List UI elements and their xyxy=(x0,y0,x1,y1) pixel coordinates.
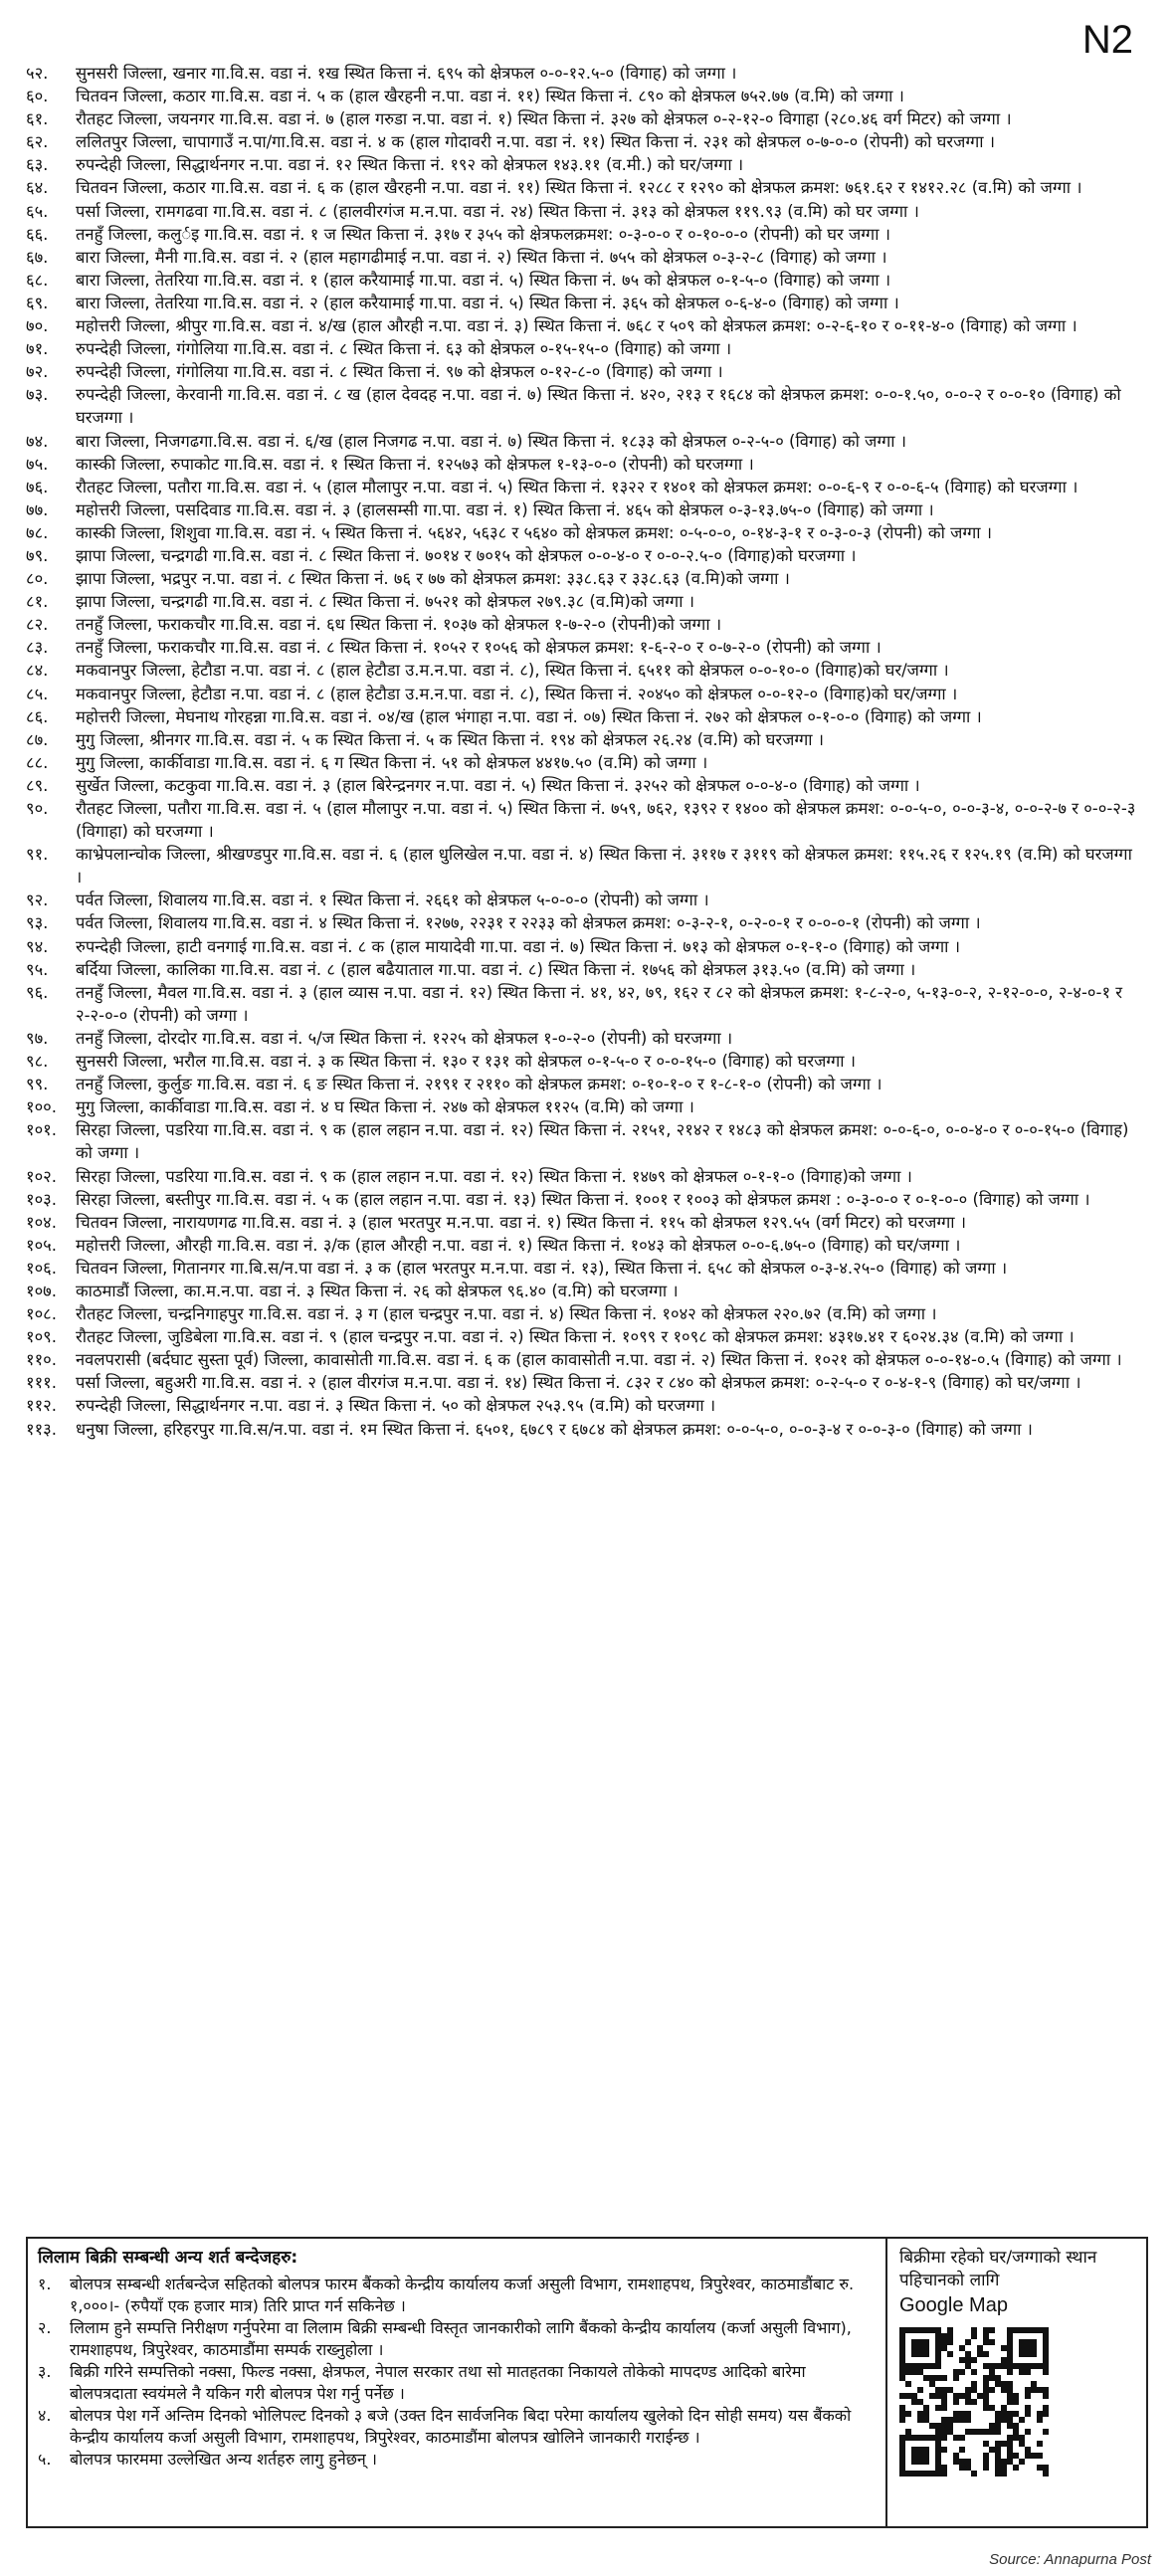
property-number: ६२. xyxy=(26,132,49,152)
property-text: बारा जिल्ला, तेतरिया गा.वि.स. वडा नं. १ (हाल करैयामाई गा.पा. वडा नं. ५) स्थित कित्ता नं. ७५ को क्षेत्रफल ०-१-५-० (विगाह) को जग्गा । xyxy=(76,270,891,290)
property-number: १०४. xyxy=(26,1212,57,1232)
property-text: सुनसरी जिल्ला, खनार गा.वि.स. वडा नं. १ख स्थित कित्ता नं. ६९५ को क्षेत्रफल ०-०-१२.५-० (विगाह) को जग्गा । xyxy=(76,64,737,83)
property-number: ७०. xyxy=(26,316,49,336)
property-number: ९०. xyxy=(26,799,49,818)
property-number: १०८. xyxy=(26,1304,57,1324)
property-item xyxy=(26,383,1140,429)
qr-code-icon[interactable] xyxy=(899,2327,1049,2477)
property-number: ११०. xyxy=(26,1350,57,1370)
property-text: सुर्खेत जिल्ला, कटकुवा गा.वि.स. वडा नं. ३ (हाल बिरेन्द्रनगर न.पा. वडा नं. ५) स्थित कित्ता नं. ३२५२ को क्षेत्रफल ०-०-४-० (विगाह) को जग्गा । xyxy=(76,775,920,795)
condition-number: ३. xyxy=(38,2362,52,2381)
property-text: बारा जिल्ला, तेतरिया गा.वि.स. वडा नं. २ (हाल करैयामाई गा.पा. वडा नं. ५) स्थित कित्ता नं. ३६५ को क्षेत्रफल ०-६-४-० (विगाह) को जग्गा । xyxy=(76,293,899,312)
property-number: ७५. xyxy=(26,454,49,474)
property-item xyxy=(26,843,1140,889)
property-item xyxy=(26,889,1140,911)
property-text: महोत्तरी जिल्ला, औरही गा.वि.स. वडा नं. ३/क (हाल औरही न.पा. वडा नं. १) स्थित कित्ता नं. १०४३ को क्षेत्रफल ०-०-६.७५-० (विगाह) को घर/जग्गा । xyxy=(76,1235,961,1255)
property-item xyxy=(26,636,1140,659)
property-item xyxy=(26,1165,1140,1188)
property-number: ८८. xyxy=(26,752,49,772)
property-text: बारा जिल्ला, निजगढगा.वि.स. वडा नं. ६/ख (हाल निजगढ न.पा. वडा नं. ७) स्थित कित्ता नं. १८३३ को क्षेत्रफल ०-२-५-० (विगाह) को जग्गा । xyxy=(76,431,907,451)
property-item xyxy=(26,659,1140,682)
property-item xyxy=(26,200,1140,223)
property-number: ९९. xyxy=(26,1075,49,1094)
property-number: १०५. xyxy=(26,1235,57,1255)
condition-number: ५. xyxy=(38,2450,52,2469)
property-text: मुगु जिल्ला, कार्कीवाडा गा.वि.स. वडा नं. ६ ग स्थित कित्ता नं. ५१ को क्षेत्रफल ४४१७.५० (व.मि) को जग्गा । xyxy=(76,752,708,772)
property-number: ६०. xyxy=(26,87,49,106)
condition-text: बोलपत्र फारममा उल्लेखित अन्य शर्तहरु लागु हुनेछन् । xyxy=(70,2450,377,2469)
property-text: रौतहट जिल्ला, जयनगर गा.वि.स. वडा नं. ७ (हाल गरुडा न.पा. वडा नं. १) स्थित कित्ता नं. ३२७ को क्षेत्रफल ०-२-१२-० विगाहा (२८०.४६ वर्ग मिटर) को जग्गा । xyxy=(76,109,1012,129)
property-text: सिरहा जिल्ला, पडरिया गा.वि.स. वडा नं. ९ क (हाल लहान न.पा. वडा नं. १२) स्थित कित्ता नं. २१५१, २१४२ र १४८३ को क्षेत्रफल क्रमश: ०-०-६-०, ०-०-४-० र ०-०-१५-० (विगाह) को जग्गा । xyxy=(76,1120,1129,1163)
property-text: महोत्तरी जिल्ला, मेघनाथ गोरहन्ना गा.वि.स. वडा नं. ०४/ख (हाल भंगाहा न.पा. वडा नं. ०७) स्थित कित्ता नं. २७२ को क्षेत्रफल ०-१-०-० (विगाह) को जग्गा । xyxy=(76,706,982,726)
conditions-box xyxy=(26,2237,1148,2528)
condition-number: २. xyxy=(38,2318,52,2337)
property-item xyxy=(26,223,1140,246)
property-text: कास्की जिल्ला, रुपाकोट गा.वि.स. वडा नं. १ स्थित कित्ता नं. १२५७३ को क्षेत्रफल १-१३-०-० (रोपनी) को घरजग्गा । xyxy=(76,454,754,474)
property-text: मकवानपुर जिल्ला, हेटौडा न.पा. वडा नं. ८ (हाल हेटौडा उ.म.न.पा. वडा नं. ८), स्थित कित्ता नं. २०४५० को क्षेत्रफल ०-०-१२-० (विगाह)को घर/जग्गा । xyxy=(76,684,958,703)
property-text: बर्दिया जिल्ला, कालिका गा.वि.स. वडा नं. ८ (हाल बढैयाताल गा.पा. वडा नं. ८) स्थित कित्ता नं. १७५६ को क्षेत्रफल ३१३.५० (व.मि) को जग्गा । xyxy=(76,959,916,979)
property-item xyxy=(26,544,1140,567)
property-text: पर्वत जिल्ला, शिवालय गा.वि.स. वडा नं. ४ स्थित कित्ता नं. १२७७, २२३१ र २२३३ को क्षेत्रफल क्रमश: ०-३-२-१, ०-२-०-१ र ०-०-०-१ (रोपनी) को जग्गा । xyxy=(76,913,981,933)
property-text: रौतहट जिल्ला, पतौरा गा.वि.स. वडा नं. ५ (हाल मौलापुर न.पा. वडा नं. ५) स्थित कित्ता नं. ७५९, ७६२, १३९२ र १४०० को क्षेत्रफल क्रमश: ०-०-५-०, ०-०-३-४, ०-०-२-७ र ०-०-२-३ (विगाहा) को घरजग्गा । xyxy=(76,799,1136,842)
property-number: ७८. xyxy=(26,522,49,542)
property-text: चितवन जिल्ला, कठार गा.वि.स. वडा नं. ५ क (हाल खैरहनी न.पा. वडा नं. ११) स्थित कित्ता नं. ८९० को क्षेत्रफल ७५२.७७ (व.मि) को जग्गा । xyxy=(76,87,904,106)
property-text: सिरहा जिल्ला, पडरिया गा.वि.स. वडा नं. ९ क (हाल लहान न.पा. वडा नं. १२) स्थित कित्ता नं. १४७९ को क्षेत्रफल ०-१-१-० (विगाह)को जग्गा । xyxy=(76,1166,912,1186)
property-text: तनहुँ जिल्ला, कलुर्इ गा.वि.स. वडा नं. १ ज स्थित कित्ता नं. ३१७ र ३५५ को क्षेत्रफलक्रमश: ०-३-०-० र ०-१०-०-० (रोपनी) को घर जग्गा । xyxy=(76,224,890,244)
property-number: ७९. xyxy=(26,545,49,565)
condition-number: १. xyxy=(38,2275,52,2293)
property-text: महोत्तरी जिल्ला, पसदिवाड गा.वि.स. वडा नं. ३ (हालसम्सी गा.पा. वडा नं. १) स्थित कित्ता नं. ४६५ को क्षेत्रफल ०-३-१३.७५-० (विगाह) को जग्गा । xyxy=(76,499,934,519)
property-text: सिरहा जिल्ला, बस्तीपुर गा.वि.स. वडा नं. ५ क (हाल लहान न.पा. वडा नं. १३) स्थित कित्ता नं. १००१ र १००३ को क्षेत्रफल क्रमश : ०-३-०-० र ०-१-०-० (विगाह) को जग्गा । xyxy=(76,1189,1090,1209)
property-text: पर्वत जिल्ला, शिवालय गा.वि.स. वडा नं. १ स्थित कित्ता नं. २६६१ को क्षेत्रफल ५-०-०-० (रोपनी) को जग्गा । xyxy=(76,891,709,910)
property-text: रुपन्देही जिल्ला, गंगोलिया गा.वि.स. वडा नं. ८ स्थित कित्ता नं. ९७ को क्षेत्रफल ०-१२-८-० (विगाह) को जग्गा । xyxy=(76,362,723,382)
property-number: ९७. xyxy=(26,1028,49,1048)
property-number: ६९. xyxy=(26,293,49,312)
property-item xyxy=(26,246,1140,269)
property-item xyxy=(26,705,1140,728)
property-item xyxy=(26,751,1140,774)
property-item xyxy=(26,1302,1140,1325)
property-item xyxy=(26,430,1140,453)
property-text: झापा जिल्ला, चन्द्रगढी गा.वि.स. वडा नं. ८ स्थित कित्ता नं. ७०१४ र ७०१५ को क्षेत्रफल ०-०-४-० र ०-०-२.५-० (विगाह)को घरजग्गा । xyxy=(76,545,857,565)
property-item xyxy=(26,1027,1140,1050)
property-text: काभ्रेपलान्चोक जिल्ला, श्रीखण्डपुर गा.वि.स. वडा नं. ६ (हाल धुलिखेल न.पा. वडा नं. ४) स्थित कित्ता नं. ३११७ र ३११९ को क्षेत्रफल क्रमश: ११५.२६ र १२५.१९ (व.मि) को घरजग्गा । xyxy=(76,845,1132,888)
property-item xyxy=(26,728,1140,751)
property-number: ८३. xyxy=(26,638,49,658)
property-item xyxy=(26,797,1140,843)
property-item xyxy=(26,567,1140,590)
property-number: ७४. xyxy=(26,431,49,451)
property-number: ८६. xyxy=(26,706,49,726)
property-item xyxy=(26,1257,1140,1280)
property-text: तनहुँ जिल्ला, कुर्लुङ गा.वि.स. वडा नं. ६ ङ स्थित कित्ता नं. २१९१ र २११० को क्षेत्रफल क्रमश: ०-१०-१-० र १-८-१-० (रोपनी) को जग्गा । xyxy=(76,1075,882,1094)
property-item xyxy=(26,62,1140,85)
map-label: Google Map xyxy=(899,2294,1008,2316)
property-item xyxy=(26,590,1140,613)
property-item xyxy=(26,1050,1140,1073)
condition-item xyxy=(38,2361,876,2405)
condition-text: लिलाम हुने सम्पत्ति निरीक्षण गर्नुपरेमा वा लिलाम बिक्री सम्बन्धी विस्तृत जानकारीको लागि बैंकको केन्द्रीय कार्यालय (कर्जा असुली विभाग), रामशाहपथ, त्रिपुरेश्वर, काठमाडौंमा सम्पर्क राख्नुहोला । xyxy=(70,2318,852,2359)
property-text: सुनसरी जिल्ला, भरौल गा.वि.स. वडा नं. ३ क स्थित कित्ता नं. १३० र १३१ को क्षेत्रफल ०-१-५-० र ०-०-१५-० (विगाह) को घरजग्गा । xyxy=(76,1052,857,1072)
property-number: ८५. xyxy=(26,684,49,703)
condition-text: बोलपत्र पेश गर्ने अन्तिम दिनको भोलिपल्ट दिनको ३ बजे (उक्त दिन सार्वजनिक बिदा परेमा कार्यालय खुलेको दिन सोही समय) यस बैंकको केन्द्रीय कार्यालय कर्जा असुली विभाग, रामशाहपथ, त्रिपुरेश्वर, काठमाडौंमा बोलपत्र खोलिने जानकारी गराईन्छ । xyxy=(70,2406,852,2447)
property-text: मुगु जिल्ला, कार्कीवाडा गा.वि.स. वडा नं. ४ घ स्थित कित्ता नं. २४७ को क्षेत्रफल ११२५ (व.मि) को जग्गा । xyxy=(76,1097,694,1117)
property-number: १११. xyxy=(26,1373,57,1393)
property-number: ७७. xyxy=(26,499,49,519)
property-item xyxy=(26,498,1140,521)
property-item xyxy=(26,1118,1140,1164)
property-number: ९१. xyxy=(26,845,49,865)
property-number: १०६. xyxy=(26,1258,57,1278)
property-text: काठमाडौं जिल्ला, का.म.न.पा. वडा नं. ३ स्थित कित्ता नं. २६ को क्षेत्रफल ९६.४० (व.मि) को घरजग्गा । xyxy=(76,1281,679,1300)
property-item xyxy=(26,130,1140,153)
property-number: ९८. xyxy=(26,1052,49,1072)
property-number: १०१. xyxy=(26,1120,57,1140)
property-number: ८७. xyxy=(26,729,49,749)
property-text: चितवन जिल्ला, गितानगर गा.बि.स/न.पा वडा नं. ३ क (हाल भरतपुर म.न.पा. वडा नं. १३), स्थित कित्ता नं. ६५८ को क्षेत्रफल ०-३-४.२५-० (विगाह) को जग्गा । xyxy=(76,1258,1008,1278)
property-item xyxy=(26,453,1140,476)
property-item xyxy=(26,1418,1140,1441)
property-item xyxy=(26,613,1140,636)
property-list xyxy=(26,62,1140,1441)
property-number: ६४. xyxy=(26,178,49,198)
property-text: रौतहट जिल्ला, पतौरा गा.वि.स. वडा नं. ५ (हाल मौलापुर न.पा. वडा नं. ५) स्थित कित्ता नं. १३२२ र १४०१ को क्षेत्रफल क्रमश: ०-०-६-९ र ०-०-६-५ (विगाह) को घरजग्गा । xyxy=(76,477,1078,496)
property-number: ८०. xyxy=(26,569,49,589)
property-item xyxy=(26,1348,1140,1371)
property-item xyxy=(26,774,1140,797)
property-text: पर्सा जिल्ला, बहुअरी गा.वि.स. वडा नं. २ (हाल वीरगंज म.न.पा. वडा नं. १४) स्थित कित्ता नं. ८३२ र ८४० को क्षेत्रफल क्रमश: ०-२-५-० र ०-४-१-९ (विगाह) को घर/जग्गा । xyxy=(76,1373,1081,1393)
property-item xyxy=(26,476,1140,498)
property-item xyxy=(26,1211,1140,1234)
property-item xyxy=(26,1188,1140,1211)
property-text: तनहुँ जिल्ला, फराकचौर गा.वि.स. वडा नं. ८ स्थित कित्ता नं. १०५२ र १०५६ को क्षेत्रफल क्रमश: १-६-२-० र ०-७-२-० (रोपनी) को जग्गा । xyxy=(76,638,881,658)
property-text: तनहुँ जिल्ला, दोरदोर गा.वि.स. वडा नं. ५/ज स्थित कित्ता नं. १२२५ को क्षेत्रफल १-०-२-० (रोपनी) को घरजग्गा । xyxy=(76,1028,733,1048)
property-item xyxy=(26,911,1140,934)
property-item xyxy=(26,1073,1140,1095)
condition-item xyxy=(38,2405,876,2449)
property-item xyxy=(26,1371,1140,1394)
property-number: ६५. xyxy=(26,201,49,221)
property-text: चितवन जिल्ला, कठार गा.वि.स. वडा नं. ६ क (हाल खैरहनी न.पा. वडा नं. ११) स्थित कित्ता नं. १२८८ र १२९० को क्षेत्रफल क्रमश: ७६१.६२ र १४१२.२८ (व.मि) को जग्गा । xyxy=(76,178,1082,198)
property-item xyxy=(26,935,1140,958)
property-number: ६६. xyxy=(26,224,49,244)
property-number: ६३. xyxy=(26,155,49,175)
property-item xyxy=(26,683,1140,705)
property-text: नवलपरासी (बर्दघाट सुस्ता पूर्व) जिल्ला, कावासोती गा.वि.स. वडा नं. ६ क (हाल कावासोती न.पा. वडा नं. २) स्थित कित्ता नं. १०२१ को क्षेत्रफल ०-०-१४-०.५ (विगाह) को जग्गा । xyxy=(76,1350,1122,1370)
property-number: ९४. xyxy=(26,936,49,956)
property-number: ७३. xyxy=(26,385,49,405)
property-text: रौतहट जिल्ला, चन्द्रनिगाहपुर गा.वि.स. वडा नं. ३ ग (हाल चन्द्रपुर न.पा. वडा नं. ४) स्थित कित्ता नं. १०४२ को क्षेत्रफल २२०.७२ (व.मि) को जग्गा । xyxy=(76,1304,937,1324)
property-number: ९३. xyxy=(26,913,49,933)
property-number: ६१. xyxy=(26,109,49,129)
property-item xyxy=(26,1280,1140,1302)
property-text: झापा जिल्ला, चन्द्रगढी गा.वि.स. वडा नं. ८ स्थित कित्ता नं. ७५२१ को क्षेत्रफल २७९.३८ (व.मि)को जग्गा । xyxy=(76,592,694,612)
property-number: ८१. xyxy=(26,592,49,612)
property-number: ५२. xyxy=(26,64,49,83)
property-item xyxy=(26,1325,1140,1348)
map-panel xyxy=(887,2239,1146,2526)
property-number: ८२. xyxy=(26,615,49,635)
property-number: ९२. xyxy=(26,891,49,910)
property-number: ८४. xyxy=(26,661,49,681)
property-number: ११३. xyxy=(26,1419,57,1439)
property-item xyxy=(26,176,1140,199)
property-text: रुपन्देही जिल्ला, गंगोलिया गा.वि.स. वडा नं. ८ स्थित कित्ता नं. ६३ को क्षेत्रफल ०-१५-१५-० (विगाह) को जग्गा । xyxy=(76,339,732,359)
property-text: रुपन्देही जिल्ला, केरवानी गा.वि.स. वडा नं. ८ ख (हाल देवदह न.पा. वडा नं. ७) स्थित कित्ता नं. ४२०, २१३ र १६८४ को क्षेत्रफल क्रमश: ०-०-१.५०, ०-०-२ र ०-०-१० (विगाह) को घरजग्गा । xyxy=(76,385,1121,428)
property-number: १०९. xyxy=(26,1327,57,1347)
property-text: चितवन जिल्ला, नारायणगढ गा.वि.स. वडा नं. ३ (हाल भरतपुर म.न.पा. वडा नं. १) स्थित कित्ता नं. ११५ को क्षेत्रफल १२९.५५ (वर्ग मिटर) को घरजग्गा । xyxy=(76,1212,967,1232)
condition-item xyxy=(38,2317,876,2361)
property-item xyxy=(26,958,1140,981)
property-item xyxy=(26,521,1140,544)
condition-number: ४. xyxy=(38,2406,52,2425)
property-item xyxy=(26,314,1140,337)
property-item xyxy=(26,1394,1140,1417)
property-text: रुपन्देही जिल्ला, सिद्धार्थनगर न.पा. वडा नं. ३ स्थित कित्ता नं. ५० को क्षेत्रफल २५३.९५ (व.मि) को घरजग्गा । xyxy=(76,1396,716,1416)
condition-text: बोलपत्र सम्बन्धी शर्तबन्देज सहितको बोलपत्र फारम बैंकको केन्द्रीय कार्यालय कर्जा असुली विभाग, रामशाहपथ, त्रिपुरेश्वर, काठमाडौंबाट रु. १,०००।- (रुपैयाँ एक हजार मात्र) तिरि प्राप्त गर्न सकिनेछ । xyxy=(70,2275,855,2315)
condition-item xyxy=(38,2274,876,2317)
property-number: १००. xyxy=(26,1097,57,1117)
property-number: ९६. xyxy=(26,982,49,1002)
conditions-list xyxy=(38,2274,876,2471)
property-text: कास्की जिल्ला, शिशुवा गा.वि.स. वडा नं. ५ स्थित कित्ता नं. ५६४२, ५६३८ र ५६४० को क्षेत्रफल क्रमश: ०-५-०-०, ०-१४-३-१ र ०-३-०-३ (रोपनी) को जग्गा । xyxy=(76,522,993,542)
property-number: १०७. xyxy=(26,1281,57,1300)
property-text: झापा जिल्ला, भद्रपुर न.पा. वडा नं. ८ स्थित कित्ता नं. ७६ र ७७ को क्षेत्रफल क्रमश: ३३८.६३ र ३३८.६३ (व.मि)को जग्गा । xyxy=(76,569,790,589)
property-text: तनहुँ जिल्ला, मैवल गा.वि.स. वडा नं. ३ (हाल व्यास न.पा. वडा नं. १२) स्थित कित्ता नं. ४१, ४२, ७९, १६२ र ८२ को क्षेत्रफल क्रमश: १-८-२-०, ५-१३-०-२, २-१२-०-०, २-४-०-१ र २-२-०-० (रोपनी) को जग्गा । xyxy=(76,982,1123,1025)
property-item xyxy=(26,1234,1140,1257)
property-text: मकवानपुर जिल्ला, हेटौडा न.पा. वडा नं. ८ (हाल हेटौडा उ.म.न.पा. वडा नं. ८), स्थित कित्ता नं. ६५११ को क्षेत्रफल ०-०-१०-० (विगाह)को घर/जग्गा । xyxy=(76,661,949,681)
map-caption: बिक्रीमा रहेको घर/जग्गाको स्थान पहिचानको लागि xyxy=(899,2248,1097,2290)
property-number: ६७. xyxy=(26,247,49,267)
property-text: धनुषा जिल्ला, हरिहरपुर गा.वि.स/न.पा. वडा नं. १म स्थित कित्ता नं. ६५०१, ६७८९ र ६७८४ को क्षेत्रफल क्रमश: ०-०-५-०, ०-०-३-४ र ०-०-३-० (विगाह) को जग्गा । xyxy=(76,1419,1033,1439)
conditions-panel xyxy=(28,2239,887,2526)
condition-item xyxy=(38,2449,876,2471)
property-item xyxy=(26,85,1140,107)
property-text: बारा जिल्ला, मैनी गा.वि.स. वडा नं. २ (हाल महागढीमाई न.पा. वडा नं. २) स्थित कित्ता नं. ७५५ को क्षेत्रफल ०-३-२-८ (विगाह) को जग्गा । xyxy=(76,247,887,267)
property-item xyxy=(26,153,1140,176)
property-number: १०२. xyxy=(26,1166,57,1186)
property-text: रुपन्देही जिल्ला, सिद्धार्थनगर न.पा. वडा नं. १२ स्थित कित्ता नं. १९२ को क्षेत्रफल १४३.११ (व.मी.) को घर/जग्गा । xyxy=(76,155,744,175)
condition-text: बिक्री गरिने सम्पत्तिको नक्सा, फिल्ड नक्सा, क्षेत्रफल, नेपाल सरकार तथा सो मातहतका निकायले तोकेको मापदण्ड आदिको बारेमा बोलपत्रदाता स्वयंमले नै यकिन गरी बोलपत्र पेश गर्नु पर्नेछ । xyxy=(70,2362,806,2403)
source-credit: Source: Annapurna Post xyxy=(989,2551,1151,2568)
property-number: ९५. xyxy=(26,959,49,979)
property-text: तनहुँ जिल्ला, फराकचौर गा.वि.स. वडा नं. ६ध स्थित कित्ता नं. १०३७ को क्षेत्रफल १-७-२-० (रोपनी)को जग्गा । xyxy=(76,615,722,635)
property-text: रौतहट जिल्ला, जुडिबेला गा.वि.स. वडा नं. ९ (हाल चन्द्रपुर न.पा. वडा नं. २) स्थित कित्ता नं. १०९९ र १०९८ को क्षेत्रफल क्रमश: ४३१७.४१ र ६०२४.३४ (व.मि) को जग्गा । xyxy=(76,1327,1075,1347)
property-number: ७६. xyxy=(26,477,49,496)
property-number: ७१. xyxy=(26,339,49,359)
property-number: ८९. xyxy=(26,775,49,795)
property-number: ११२. xyxy=(26,1396,57,1416)
property-item xyxy=(26,981,1140,1027)
page-code: N2 xyxy=(1081,18,1133,62)
property-item xyxy=(26,107,1140,130)
property-item xyxy=(26,292,1140,314)
property-number: ६८. xyxy=(26,270,49,290)
property-number: १०३. xyxy=(26,1189,57,1209)
property-text: रुपन्देही जिल्ला, हाटी वनगाई गा.वि.स. वडा नं. ८ क (हाल मायादेवी गा.पा. वडा नं. ७) स्थित कित्ता नं. ७१३ को क्षेत्रफल ०-१-१-० (विगाह) को जग्गा । xyxy=(76,936,960,956)
property-item xyxy=(26,269,1140,292)
property-text: ललितपुर जिल्ला, चापागाउँ न.पा/गा.वि.स. वडा नं. ४ क (हाल गोदावरी न.पा. वडा नं. ११) स्थित कित्ता नं. २३१ को क्षेत्रफल ०-७-०-० (रोपनी) को घरजग्गा । xyxy=(76,132,996,152)
property-text: महोत्तरी जिल्ला, श्रीपुर गा.वि.स. वडा नं. ४/ख (हाल औरही न.पा. वडा नं. ३) स्थित कित्ता नं. ७६८ र ५०९ को क्षेत्रफल क्रमश: ०-२-६-१० र ०-११-४-० (विगाह) को जग्गा । xyxy=(76,316,1077,336)
property-item xyxy=(26,1095,1140,1118)
property-item xyxy=(26,360,1140,383)
property-number: ७२. xyxy=(26,362,49,382)
property-item xyxy=(26,337,1140,360)
property-text: पर्सा जिल्ला, रामगढवा गा.वि.स. वडा नं. ८ (हालवीरगंज म.न.पा. वडा नं. २४) स्थित कित्ता नं. ३१३ को क्षेत्रफल ११९.९३ (व.मि) को घर जग्गा । xyxy=(76,201,919,221)
conditions-title: लिलाम बिक्री सम्बन्धी अन्य शर्त बन्देजहरु: xyxy=(38,2248,298,2268)
property-text: मुगु जिल्ला, श्रीनगर गा.वि.स. वडा नं. ५ क स्थित कित्ता नं. ५ क स्थित कित्ता नं. १९४ को क्षेत्रफल २६.२४ (व.मि) को घरजग्गा । xyxy=(76,729,825,749)
